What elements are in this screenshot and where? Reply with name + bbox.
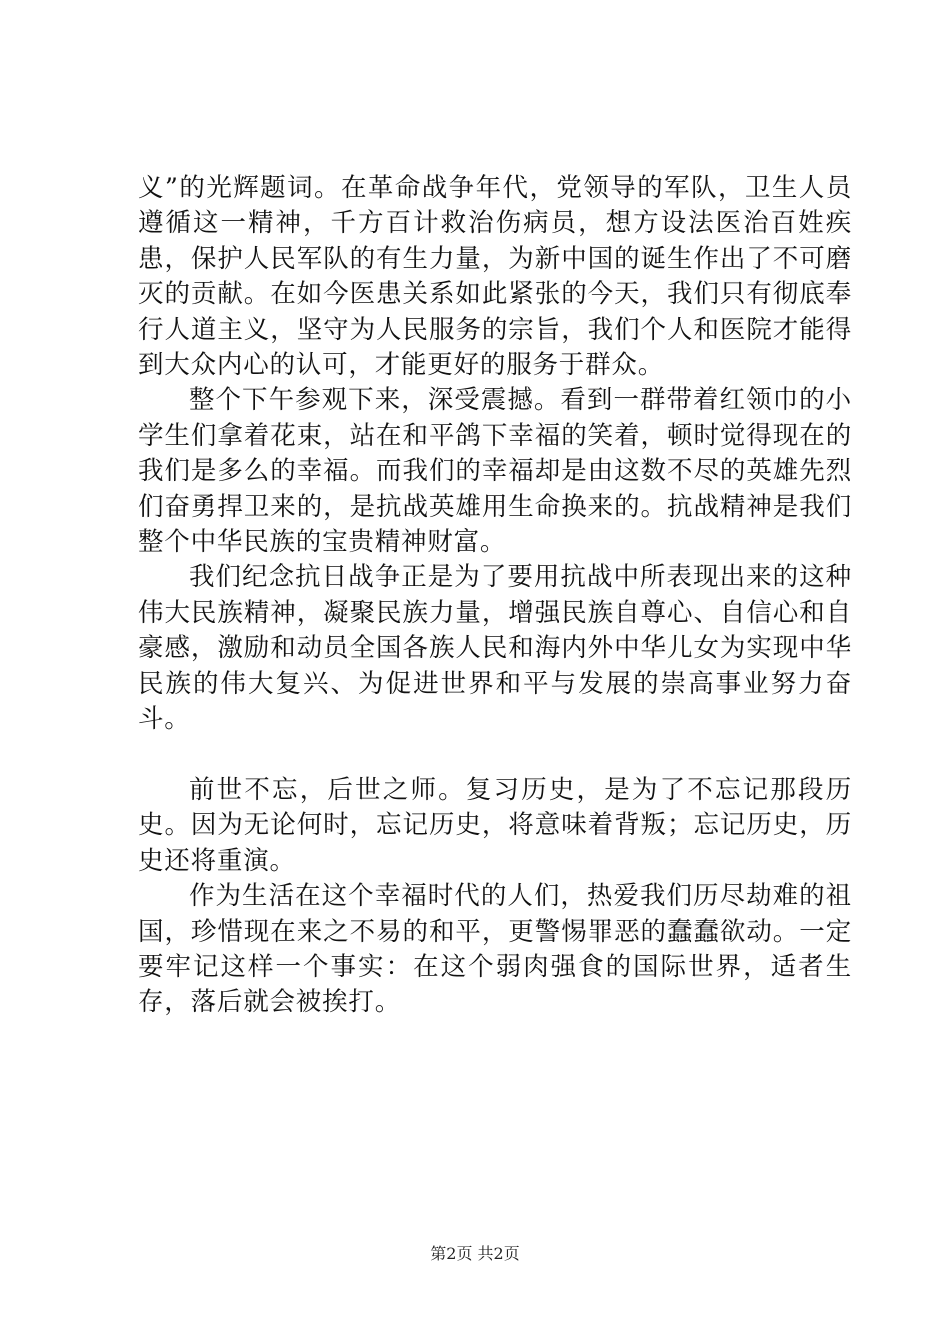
paragraph: 我们纪念抗日战争正是为了要用抗战中所表现出来的这种伟大民族精神，凝聚民族力量，增强民族自尊心、自信心和自豪感，激励和动员全国各族人民和海内外中华儿女为实现中华民族的伟大复兴、为促进世界和平与发展的崇高事业努力奋斗。: [138, 562, 852, 735]
paragraph: 整个下午参观下来，深受震撼。看到一群带着红领巾的小学生们拿着花束，站在和平鸽下幸福的笑着，顿时觉得现在的我们是多么的幸福。而我们的幸福却是由这数不尽的英雄先烈们奋勇捍卫来的，是抗战英雄用生命换来的。抗战精神是我们整个中华民族的宝贵精神财富。: [138, 385, 852, 558]
page-number: 第2页 共2页: [430, 1244, 520, 1263]
paragraph: 前世不忘，后世之师。复习历史，是为了不忘记那段历史。因为无论何时，忘记历史，将意味着背叛；忘记历史，历史还将重演。: [138, 774, 852, 876]
paragraph-continued: 义”的光辉题词。在革命战争年代，党领导的军队，卫生人员遵循这一精神，千方百计救治伤病员，想方设法医治百姓疾患，保护人民军队的有生力量，为新中国的诞生作出了不可磨灭的贡献。在如今医患关系如此紧张的今天，我们只有彻底奉行人道主义，坚守为人民服务的宗旨，我们个人和医院才能得到大众内心的认可，才能更好的服务于群众。: [138, 173, 852, 381]
document-body: [138, 171, 852, 1021]
paragraph: 作为生活在这个幸福时代的人们，热爱我们历尽劫难的祖国，珍惜现在来之不易的和平，更警惕罪恶的蠢蠢欲动。一定要牢记这样一个事实：在这个弱肉强食的国际世界，适者生存，落后就会被挨打。: [138, 881, 852, 1018]
